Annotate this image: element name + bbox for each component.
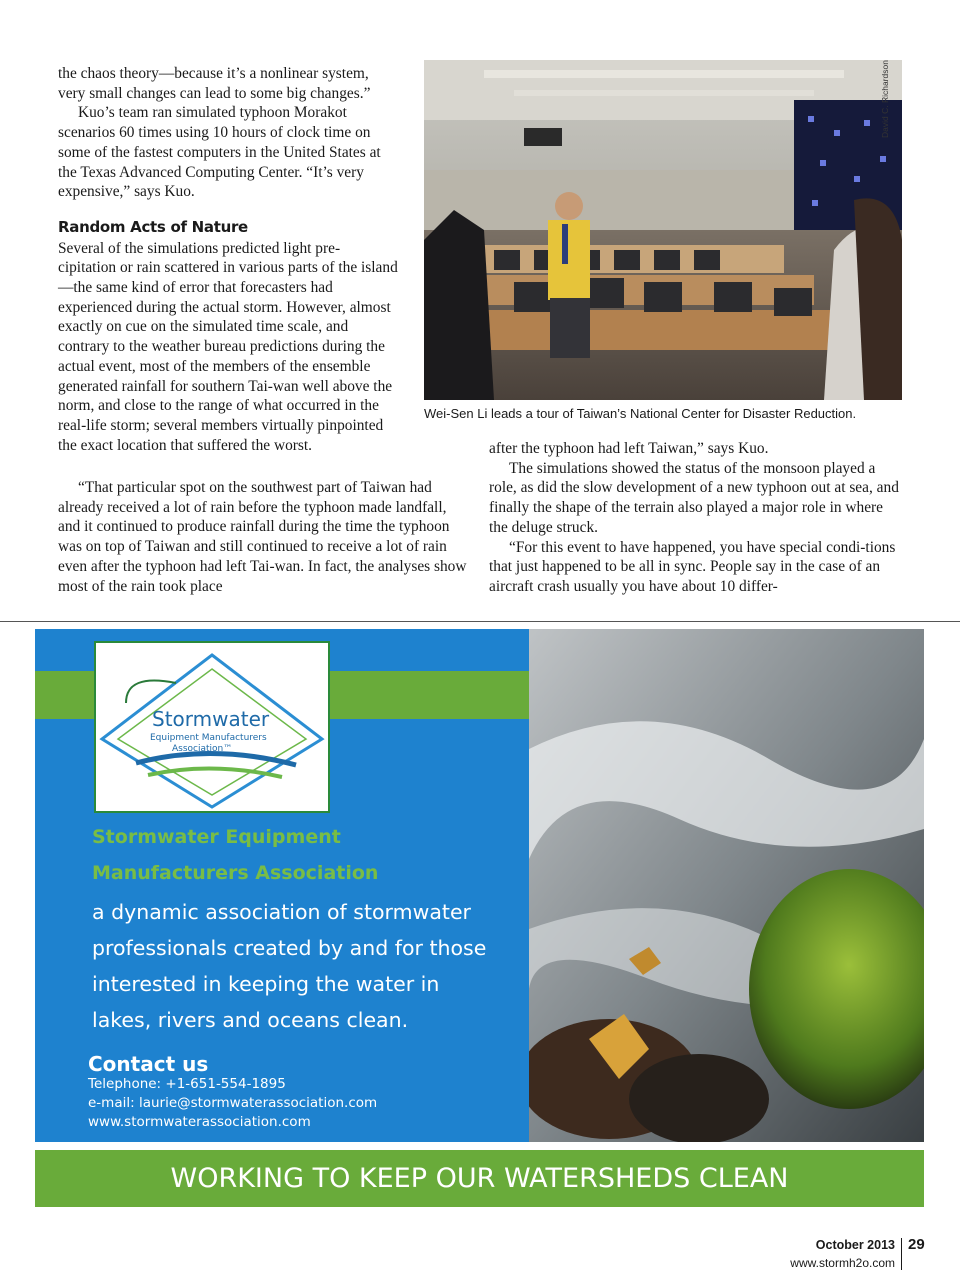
article-photo	[424, 60, 902, 400]
article-column-left	[58, 64, 398, 455]
section-heading: Random Acts of Nature	[58, 217, 248, 236]
ad-body-line: lakes, rivers and oceans clean.	[92, 1008, 409, 1032]
ad-banner: WORKING TO KEEP OUR WATERSHEDS CLEAN	[35, 1150, 924, 1207]
issue-date: October 2013	[815, 1238, 895, 1252]
stream-illustration	[529, 629, 924, 1142]
article-column-right	[489, 439, 899, 597]
ad-title-line: Manufacturers Association	[92, 862, 379, 884]
ad-body-line: professionals created by and for those	[92, 936, 487, 960]
contact-website[interactable]: www.stormwaterassociation.com	[88, 1114, 311, 1130]
article-column-left-lower	[58, 478, 468, 596]
ad-description	[92, 894, 512, 1038]
paragraph: Several of the simulations predicted light pre-cipitation or rain scattered in various parts of the island—the same kind of error that forecasters had experienced during the actual storm. However, almost exactly on cue on the simulated time scale, and contrary to the weather bureau predictions during the actual event, most of the members of the ensemble generated rainfall for southern Tai-wan well above the norm, and close to the range of what occurred in the real-life storm; several members virtually pinpointed the exact location that suffered the worst.	[58, 239, 398, 454]
logo-wordmark: Stormwater	[152, 707, 270, 731]
association-logo	[94, 641, 330, 813]
contact-heading: Contact us	[88, 1052, 209, 1076]
photo-credit: David C. Richardson	[880, 60, 890, 138]
ad-body-line: interested in keeping the water in	[92, 972, 440, 996]
paragraph: Kuo’s team ran simulated typhoon Morakot scenarios 60 times using 10 hours of clock time on some of the fastest computers in the United States at the Texas Advanced Computing Center. “It’s very expensive,” says Kuo.	[58, 104, 381, 201]
control-room-illustration	[424, 60, 902, 400]
paragraph: “That particular spot on the southwest part of Taiwan had already received a lot of rain before the typhoon made landfall, and it continued to produce rainfall during the time the typhoon was on top of Taiwan and still continued to receive a lot of rain even after the typhoon had left Tai-wan. In fact, the analyses show most of the rain took place	[58, 479, 467, 595]
paragraph: after the typhoon had left Taiwan,” says Kuo.	[489, 440, 769, 457]
ad-body-line: a dynamic association of stormwater	[92, 900, 471, 924]
advertisement	[35, 629, 924, 1142]
logo-subtitle: Association™	[172, 744, 233, 754]
paragraph: The simulations showed the status of the monsoon played a role, as did the slow development of a new typhoon out at sea, and finally the shape of the terrain also played a major role in where the deluge struck.	[489, 459, 899, 536]
paragraph: the chaos theory—because it’s a nonlinear system, very small changes can lead to some big changes.”	[58, 65, 371, 102]
ad-stream-photo	[529, 629, 924, 1142]
page-number: 29	[908, 1236, 925, 1253]
photo-caption: Wei-Sen Li leads a tour of Taiwan’s National Center for Disaster Reduction.	[424, 406, 857, 421]
footer-divider	[901, 1238, 902, 1270]
divider	[0, 621, 960, 622]
logo-subtitle: Equipment Manufacturers	[150, 733, 267, 743]
contact-email[interactable]: e-mail: laurie@stormwaterassociation.com	[88, 1095, 378, 1111]
ad-title-line: Stormwater Equipment	[92, 826, 341, 848]
paragraph: “For this event to have happened, you have special condi-tions that just happened to be all in sync. People say in the case of an aircraft crash usually you have about 10 differ-	[489, 538, 896, 595]
magazine-url: www.stormh2o.com	[790, 1256, 895, 1270]
contact-telephone: Telephone: +1-651-554-1895	[88, 1076, 286, 1092]
